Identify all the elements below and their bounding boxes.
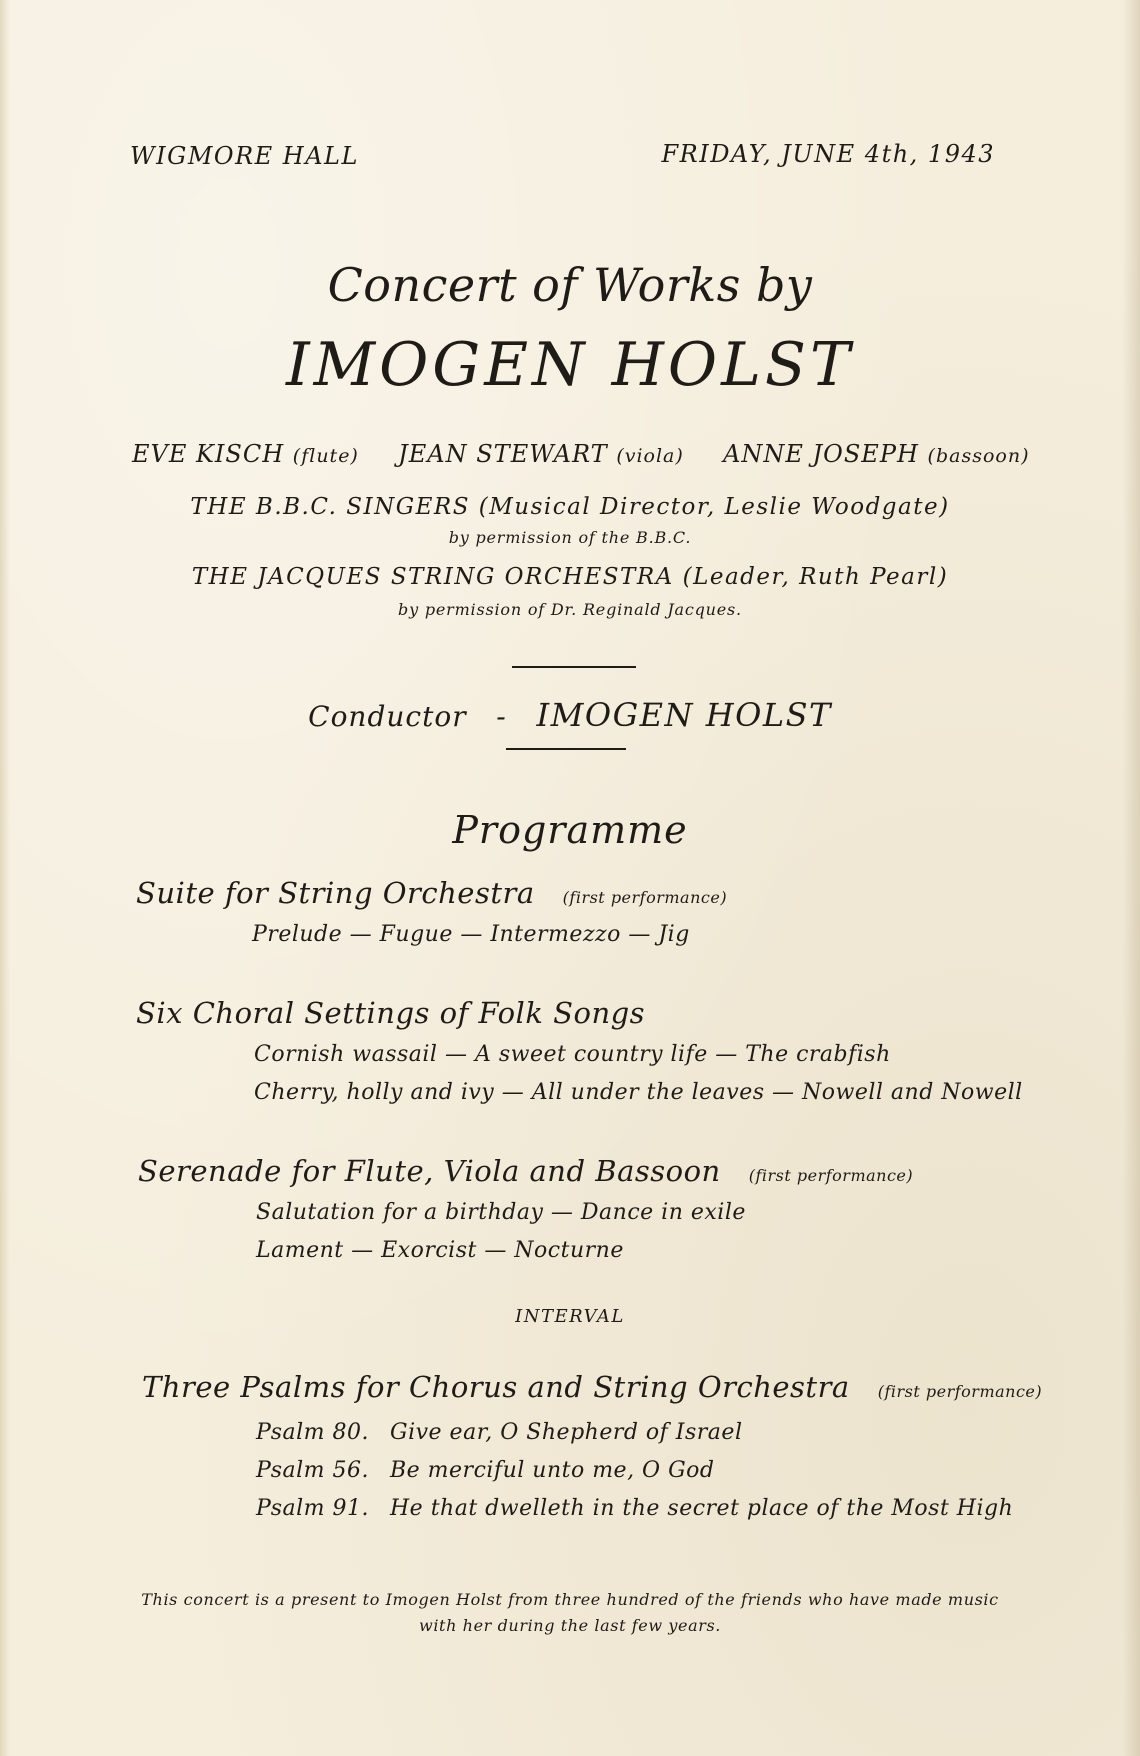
psalm-text: Give ear, O Shepherd of Israel	[390, 1420, 743, 1445]
conductor-line	[0, 696, 1140, 734]
soloist-name: ANNE JOSEPH	[723, 440, 919, 468]
work-title	[136, 996, 645, 1030]
dedication-note: This concert is a present to Imogen Holst from three hundred of the friends who have made music	[141, 1590, 999, 1609]
psalm-text: He that dwelleth in the secret place of the Most High	[390, 1496, 1014, 1521]
work-title-text: Serenade for Flute, Viola and Bassoon	[138, 1154, 721, 1188]
soloist-instrument: (viola)	[616, 445, 684, 467]
dedication-note: with her during the last few years.	[419, 1616, 721, 1635]
conductor-separator: -	[496, 700, 507, 733]
soloists-line	[132, 440, 1029, 468]
interval-label: INTERVAL	[515, 1306, 625, 1327]
work-note: (first performance)	[562, 888, 728, 907]
psalm-number: Psalm 56.	[256, 1458, 369, 1483]
work-movements: Prelude — Fugue — Intermezzo — Jig	[252, 922, 690, 947]
work-title-text: Three Psalms for Chorus and String Orchestra	[142, 1370, 850, 1404]
psalm-item	[256, 1496, 1013, 1521]
work-note: (first performance)	[748, 1166, 914, 1185]
ensemble-bbc-singers: THE B.B.C. SINGERS (Musical Director, Leslie Woodgate)	[190, 494, 950, 520]
composer-name: IMOGEN HOLST	[285, 330, 855, 400]
psalm-text: Be merciful unto me, O God	[390, 1458, 715, 1483]
work-title	[138, 1154, 913, 1188]
soloist-instrument: (flute)	[292, 445, 359, 467]
ensemble-permission: by permission of Dr. Reginald Jacques.	[398, 600, 742, 619]
conductor-name: IMOGEN HOLST	[536, 696, 832, 734]
ensemble-permission: by permission of the B.B.C.	[448, 528, 692, 547]
concert-date: FRIDAY, JUNE 4th, 1943	[661, 140, 995, 168]
venue-name: WIGMORE HALL	[130, 142, 359, 170]
programme-heading: Programme	[452, 808, 688, 852]
conductor-label: Conductor	[308, 700, 467, 733]
soloist-name: EVE KISCH	[132, 440, 285, 468]
work-title	[136, 876, 727, 910]
work-movements: Salutation for a birthday — Dance in exile	[256, 1200, 746, 1225]
psalm-item	[256, 1458, 715, 1483]
divider-rule	[512, 666, 636, 668]
work-movements: Lament — Exorcist — Nocturne	[256, 1238, 624, 1263]
psalm-number: Psalm 80.	[256, 1420, 369, 1445]
work-movements: Cherry, holly and ivy — All under the leaves — Nowell and Nowell	[254, 1080, 1023, 1105]
concert-title: Concert of Works by	[327, 258, 813, 312]
soloist-name: JEAN STEWART	[398, 440, 608, 468]
work-title-text: Six Choral Settings of Folk Songs	[136, 996, 646, 1030]
work-title	[142, 1370, 1042, 1404]
work-title-text: Suite for String Orchestra	[136, 876, 535, 910]
soloist-instrument: (bassoon)	[927, 445, 1030, 467]
divider-rule	[506, 748, 626, 750]
work-note: (first performance)	[877, 1382, 1043, 1401]
work-movements: Cornish wassail — A sweet country life — The crabfish	[254, 1042, 891, 1067]
ensemble-jacques-orchestra: THE JACQUES STRING ORCHESTRA (Leader, Ruth Pearl)	[191, 564, 949, 590]
psalm-item	[256, 1420, 742, 1445]
psalm-number: Psalm 91.	[256, 1496, 369, 1521]
